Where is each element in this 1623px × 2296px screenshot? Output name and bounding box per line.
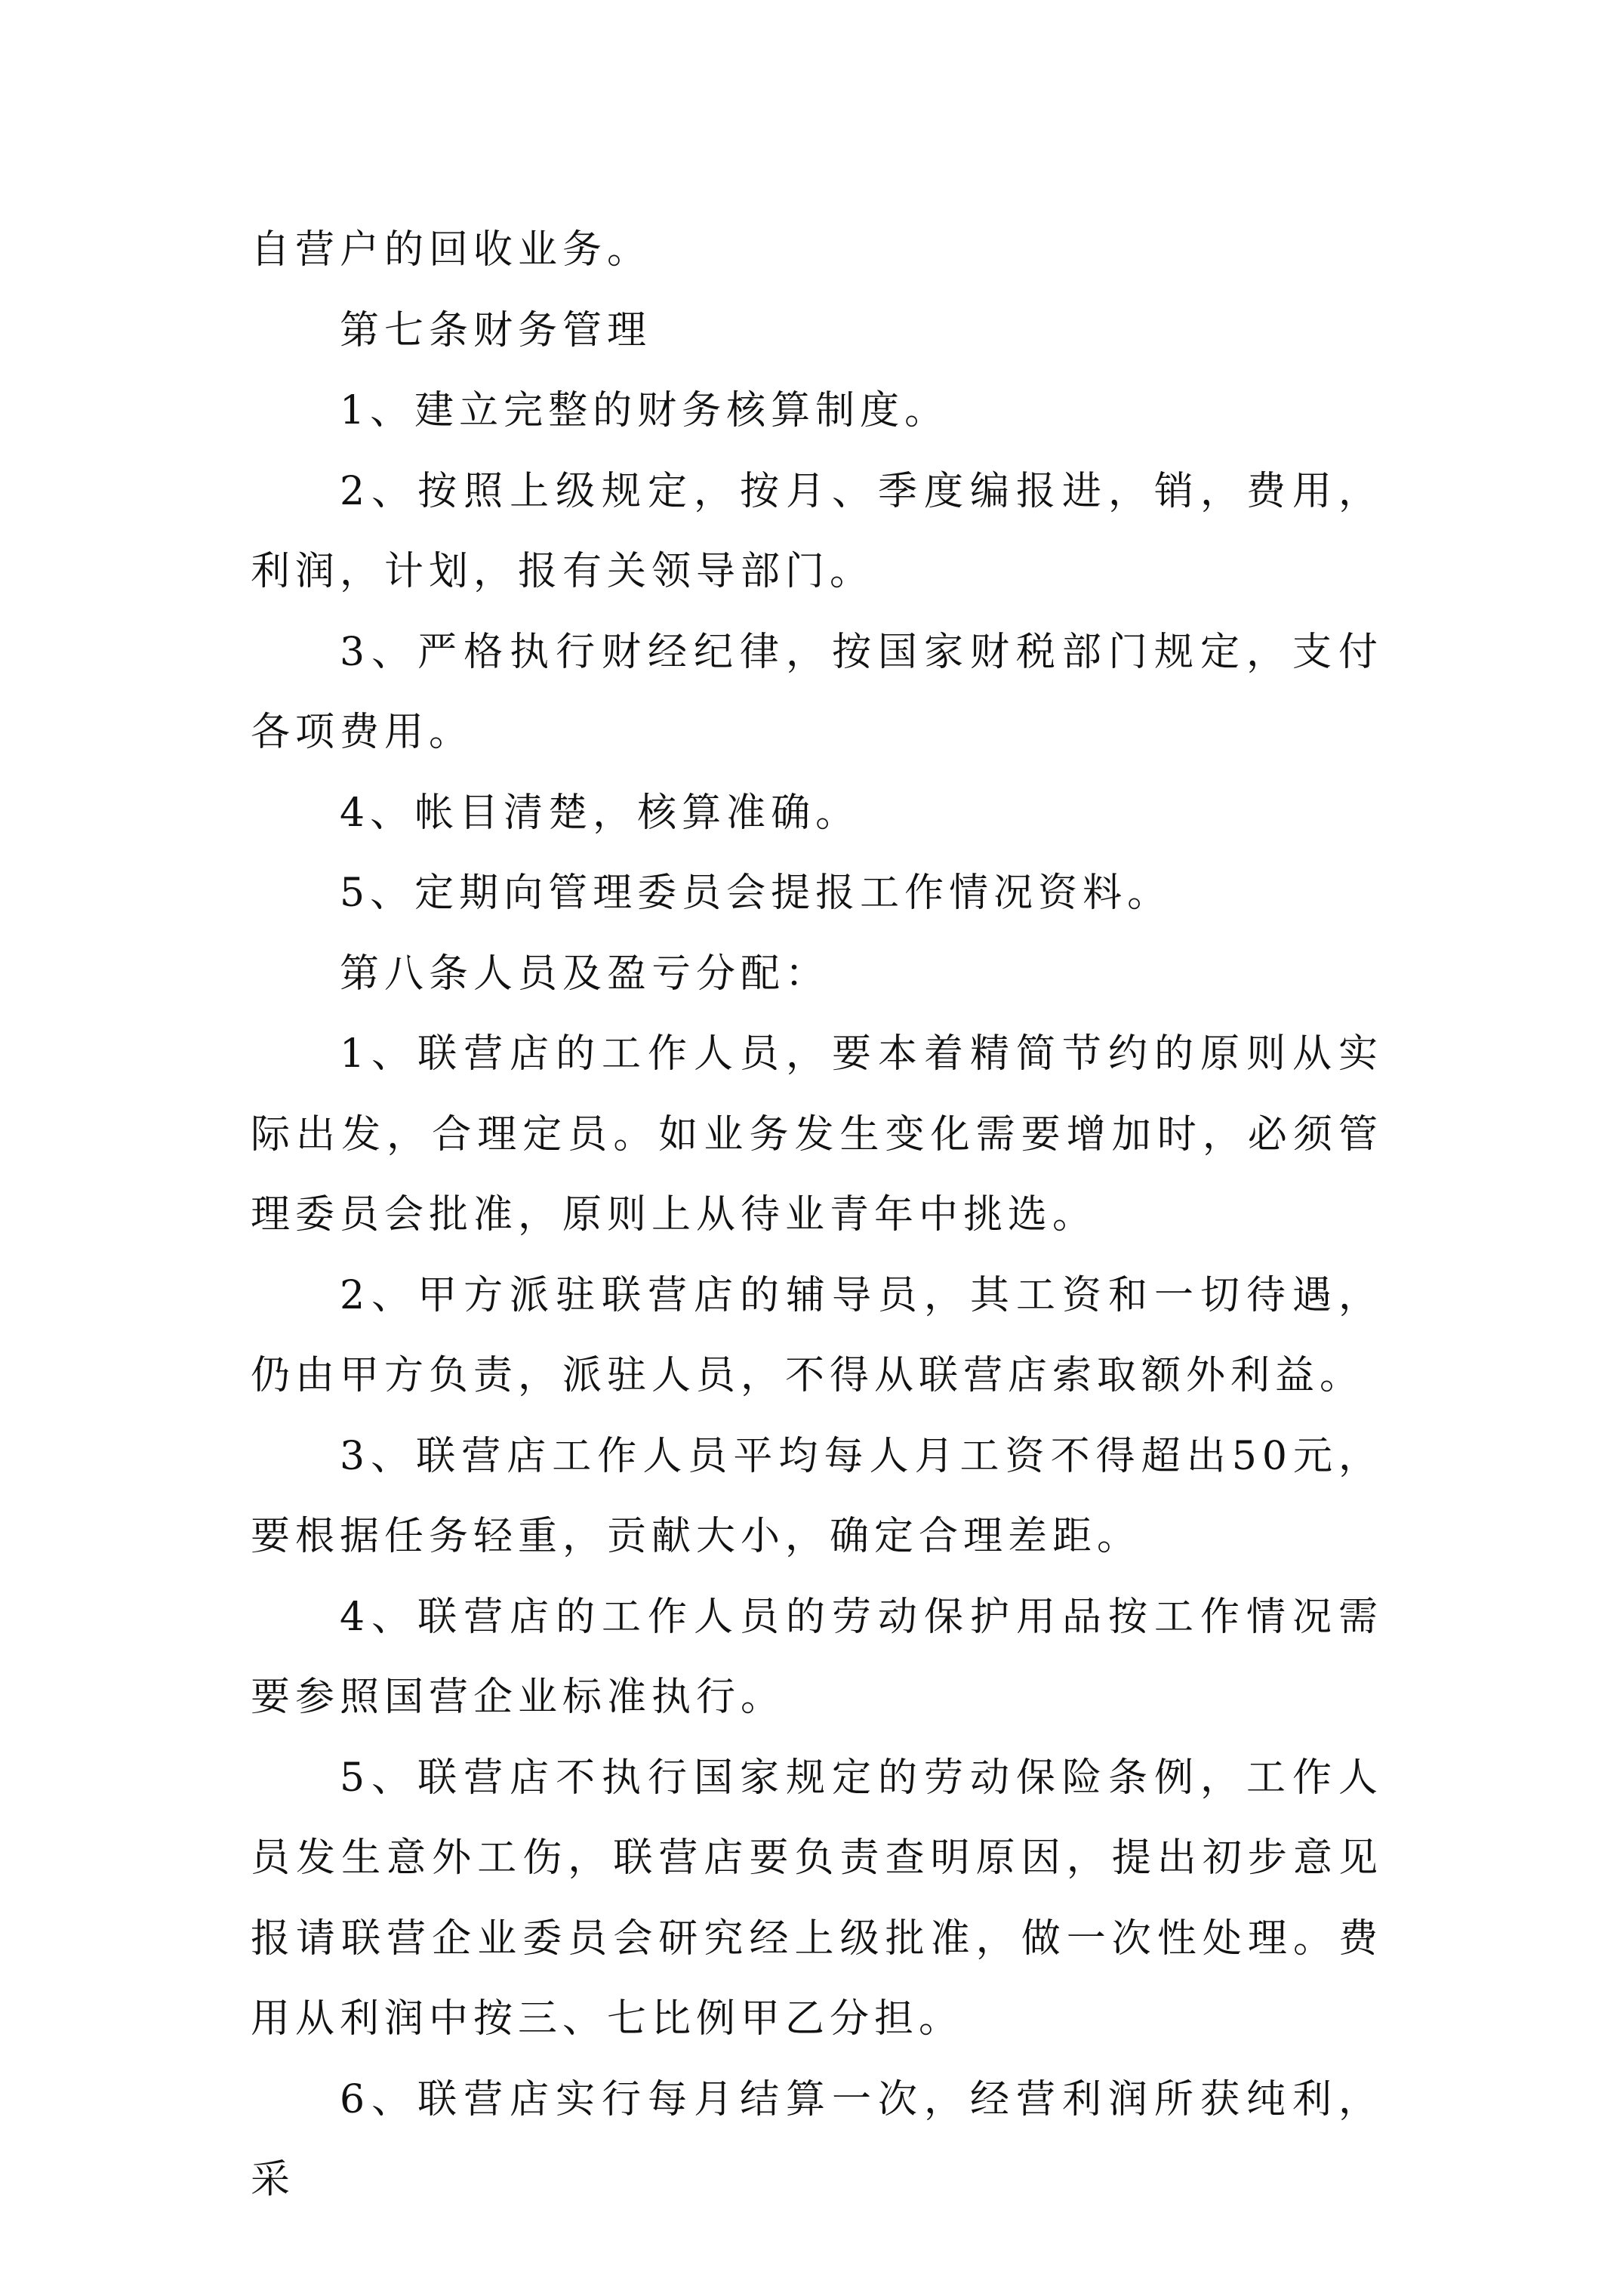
paragraph-2: 1、建立完整的财务核算制度。 <box>340 388 950 433</box>
paragraph-13: 6、联营店实行每月结算一次，经营利润所获纯利，采 <box>251 2076 1383 2202</box>
paragraph-10: 3、联营店工作人员平均每人月工资不得超出50元，要根据任务轻重，贡献大小，确定合理差距。 <box>251 1433 1383 1559</box>
paragraph-5: 4、帐目清楚，核算准确。 <box>340 790 861 836</box>
paragraph-0: 自营户的回收业务。 <box>251 227 652 273</box>
paragraph-11: 4、联营店的工作人员的劳动保护用品按工作情况需要参照国营企业标准执行。 <box>251 1594 1383 1720</box>
section-heading-article-8: 第八条人员及盈亏分配： <box>340 951 830 997</box>
paragraph-4: 3、严格执行财经纪律，按国家财税部门规定，支付各项费用。 <box>251 629 1383 755</box>
paragraph-9: 2、甲方派驻联营店的辅导员，其工资和一切待遇，仍由甲方负责，派驻人员，不得从联营店索取额外利益。 <box>251 1272 1383 1398</box>
paragraph-12: 5、联营店不执行国家规定的劳动保险条例，工作人员发生意外工伤，联营店要负责查明原因，提出初步意见报请联营企业委员会研究经上级批准，做一次性处理。费用从利润中按三、七比例甲乙分担。 <box>251 1755 1383 2042</box>
paragraph-8: 1、联营店的工作人员，要本着精简节约的原则从实际出发，合理定员。如业务发生变化需要增加时，必须管理委员会批准，原则上从待业青年中挑选。 <box>251 1031 1383 1237</box>
document-body <box>251 210 1383 2220</box>
section-heading-article-7: 第七条财务管理 <box>340 307 652 353</box>
paragraph-6: 5、定期向管理委员会提报工作情况资料。 <box>340 871 1172 916</box>
paragraph-3: 2、按照上级规定，按月、季度编报进，销，费用，利润，计划，报有关领导部门。 <box>251 468 1383 594</box>
